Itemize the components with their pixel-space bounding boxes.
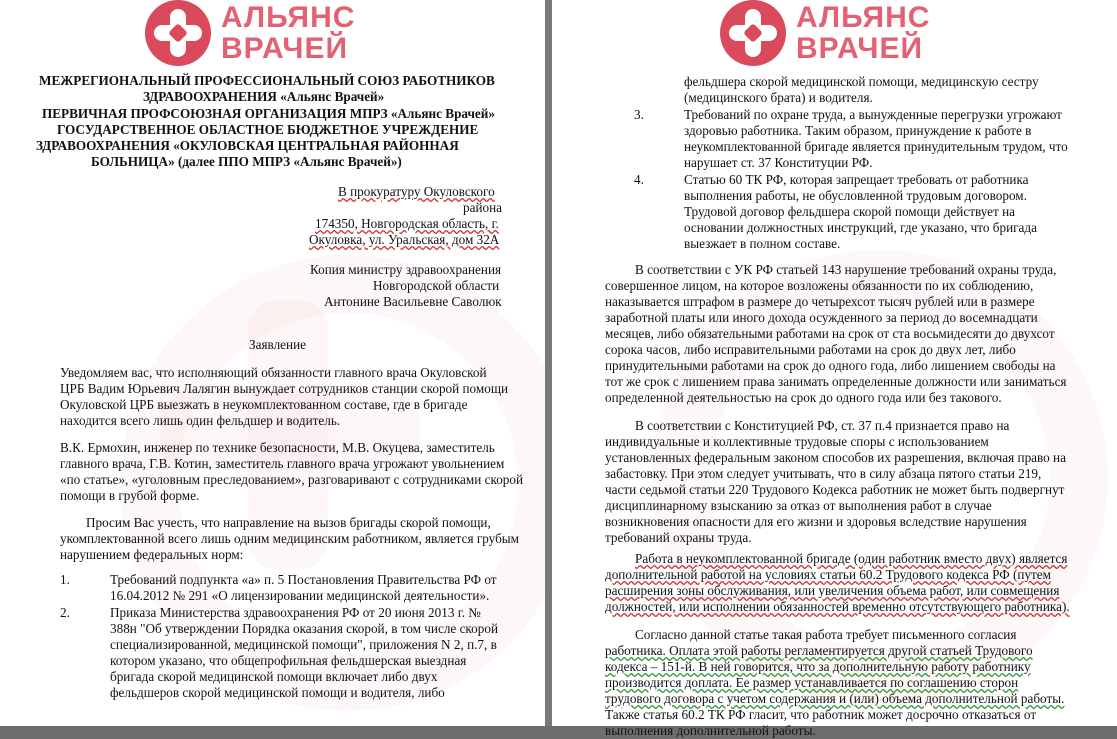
paragraph-line: трудового договора с учетом содержания и (или) объема дополнительной работы. bbox=[605, 691, 1065, 706]
paragraph-line: находится всего лишь один фельдшер и водитель. bbox=[60, 413, 341, 428]
paragraph-line: укомплектованной всего лишь одним медицинским работником, является грубым bbox=[60, 531, 519, 546]
copy-line: Антонине Васильевне Саволюк bbox=[324, 294, 502, 309]
paragraph-line: дисциплинарному взысканию за отказ от выполнения работ в случае bbox=[605, 498, 992, 513]
list-item-line: неукомплектованной бригаде является принудительным трудом, что bbox=[684, 139, 1068, 154]
document-title: Заявление bbox=[249, 337, 306, 352]
list-item-line: здоровью работника. Таким образом, принуждение к работе в bbox=[684, 123, 1032, 138]
paragraph-line: В соответствии с Конституцией РФ, ст. 37 п.4 признается право на bbox=[635, 418, 1010, 433]
list-item-line: Приказа Министерства здравоохранения РФ от 20 июня 2013 г. № bbox=[110, 605, 481, 620]
paragraph-line: Также статья 60.2 ТК РФ гласит, что работник может досрочно отказаться от bbox=[605, 707, 1037, 722]
paragraph-line: Работа в неукомплектованной бригаде (один работник вместо двух) является bbox=[635, 551, 1068, 566]
list-item-line: 388н "Об утверждении Порядка оказания скорой, в том числе скорой bbox=[110, 621, 499, 636]
header-line: МЕЖРЕГИОНАЛЬНЫЙ ПРОФЕССИОНАЛЬНЫЙ СОЮЗ РАБОТНИКОВ bbox=[39, 73, 495, 88]
header-line: ЗДРАВООХРАНЕНИЯ «ОКУЛОВСКАЯ ЦЕНТРАЛЬНАЯ РАЙОННАЯ bbox=[36, 138, 459, 153]
addressee-line: В прокуратуру Окуловского bbox=[338, 184, 495, 199]
paragraph-line: наказывается штрафом в размере до четырехсот тысяч рублей или в размере bbox=[605, 294, 1035, 309]
header-line: БОЛЬНИЦА» (далее ППО МПРЗ «Альянс Врачей») bbox=[91, 154, 402, 169]
paragraph-line: Согласно данной статье такая работа требует письменного согласия bbox=[635, 627, 1017, 642]
copy-line: Копия министру здравоохранения bbox=[310, 262, 502, 277]
list-item-line: Требований подпункта «а» п. 5 Постановления Правительства РФ от bbox=[110, 572, 497, 587]
paragraph-line: части седьмой статьи 220 Трудового Кодекса работник не может быть подвергнут bbox=[605, 482, 1065, 497]
paragraph-line: Окуловской ЦРБ выезжать в неукомплектованном составе, где в бригаде bbox=[60, 397, 468, 412]
list-item-line: выезжает в полном составе. bbox=[684, 236, 841, 251]
paragraph-line: определенной деятельностью на срок до одного года или без такового. bbox=[605, 390, 1002, 405]
list-item-line: Трудовой договор фельдшера скорой помощи действует на bbox=[684, 204, 1016, 219]
paragraph-line: требований охраны труда. bbox=[605, 530, 752, 545]
paragraph-line: принудительными работами на срок до одного года, либо лишением свободы на bbox=[605, 358, 1056, 373]
list-item-line: Статью 60 ТК РФ, которая запрещает требовать от работника bbox=[684, 172, 1029, 187]
paragraph-line: производится доплата. Ее размер устанавливается по соглашению сторон bbox=[605, 675, 1019, 690]
list-item-line: нарушает ст. 37 Конституции РФ. bbox=[684, 155, 873, 170]
header-line: ПЕРВИЧНАЯ ПРОФСОЮЗНАЯ ОРГАНИЗАЦИЯ МПРЗ «Альянс Врачей» bbox=[42, 106, 495, 121]
paragraph-line: выполнения дополнительной работы. bbox=[605, 723, 816, 738]
paragraph-line: В соответствии с УК РФ статьей 143 нарушение требований охраны труда, bbox=[635, 262, 1057, 277]
list-number: 2. bbox=[60, 605, 70, 620]
paragraph-line: нарушением федеральных норм: bbox=[60, 547, 244, 562]
list-item-line: выполнения работы, не обусловленной трудовым договором. bbox=[684, 188, 1027, 203]
addressee-line: района bbox=[463, 200, 503, 215]
list-item-line: фельдшера скорой медицинской помощи, медицинскую сестру bbox=[684, 74, 1039, 89]
paragraph-line: месяцев, либо обязательными работами на срок от ста восьмидесяти до двухсот bbox=[605, 326, 1055, 341]
list-item-line: 16.04.2012 № 291 «О лицензировании медицинской деятельности». bbox=[110, 588, 490, 603]
copy-line: Новгородской области bbox=[373, 278, 500, 293]
addressee-line: 174350, Новгородская область, г. bbox=[315, 216, 499, 231]
cross-hands-icon bbox=[145, 0, 211, 66]
paragraph-line: тот же срок с лишением права занимать определенные должности или заниматься bbox=[605, 374, 1067, 389]
document-page-left bbox=[0, 0, 545, 726]
paragraph-line: совершенное лицом, на которое возложены обязанности по их соблюдению, bbox=[605, 278, 1034, 293]
page-divider bbox=[545, 0, 552, 726]
list-number: 4. bbox=[634, 172, 644, 187]
header-line: ЗДРАВООХРАНЕНИЯ «Альянс Врачей» bbox=[143, 89, 385, 104]
list-number: 3. bbox=[634, 107, 644, 122]
cross-hands-icon bbox=[720, 0, 786, 66]
list-item-line: специализированной, медицинской помощи", приложения N 2, п.7, в bbox=[110, 637, 497, 652]
paragraph-line: В.К. Ермохин, инженер по технике безопасности, М.В. Окуцева, заместитель bbox=[60, 440, 495, 455]
list-item-line: котором указано, что общепрофильная фельдшерская выездная bbox=[110, 653, 467, 668]
list-item-line: основании должностных инструкций, где указано, что бригада bbox=[684, 220, 1037, 235]
paragraph-line: Уведомляем вас, что исполняющий обязанности главного врача Окуловской bbox=[60, 365, 487, 380]
paragraph-line: возникновения опасности для его жизни и здоровья вследствие нарушения bbox=[605, 514, 1027, 529]
logo-text: АЛЬЯНС ВРАЧЕЙ bbox=[796, 1, 931, 65]
paragraph-line: забастовку. При этом следует учитывать, что в силу абзаца пятого статьи 219, bbox=[605, 466, 1042, 481]
paragraph-line: кодекса – 151-й. В ней говорится, что за дополнительную работу работнику bbox=[605, 659, 1031, 674]
paragraph-line: расширения зоны обслуживания, или увеличения объема работ, или совмещения bbox=[605, 583, 1060, 598]
paragraph-line: индивидуальные и коллективные трудовые споры с использованием bbox=[605, 434, 989, 449]
paragraph-line: должностей, или исполнении обязанностей временно отсутствующего работника). bbox=[605, 599, 1070, 614]
list-number: 1. bbox=[60, 572, 70, 587]
paragraph-line: Просим Вас учесть, что направление на вызов бригады скорой помощи, bbox=[86, 515, 491, 530]
list-item-line: (медицинского брата) и водителя. bbox=[684, 90, 873, 105]
paragraph-line: помощи в грубой форме. bbox=[60, 488, 200, 503]
logo-text: АЛЬЯНС ВРАЧЕЙ bbox=[221, 1, 356, 65]
header-line: ГОСУДАРСТВЕННОЕ ОБЛАСТНОЕ БЮДЖЕТНОЕ УЧРЕЖДЕНИЕ bbox=[57, 122, 479, 137]
list-item-line: фельдшеров скорой медицинской помощи и водителя, либо bbox=[110, 685, 445, 700]
document-page-right bbox=[552, 0, 1117, 738]
list-item-line: бригада скорой медицинской помощи включает либо двух bbox=[110, 669, 438, 684]
paragraph-line: главного врача, Г.В. Котин, заместитель главного врача угрожают увольнением bbox=[60, 456, 505, 471]
paragraph-line: работника. Оплата этой работы регламентируется другой статьей Трудового bbox=[605, 643, 1033, 658]
paragraph-line: ЦРБ Вадим Юрьевич Лалягин вынуждает сотрудников станции скорой помощи bbox=[60, 381, 509, 396]
paragraph-line: установленных федеральным законом способов их разрешения, включая право на bbox=[605, 450, 1066, 465]
list-item-line: Требований по охране труда, а вынужденные перегрузки угрожают bbox=[684, 107, 1062, 122]
paragraph-line: «по статье», «уголовным преследованием», разговаривают с сотрудниками скорой bbox=[60, 472, 524, 487]
paragraph-line: дополнительной работой на условиях статьи 60.2 Трудового кодекса РФ (путем bbox=[605, 567, 1051, 582]
addressee-line: Окуловка, ул. Уральская, дом 32А bbox=[309, 232, 500, 247]
paragraph-line: сорока часов, либо исправительными работами на срок до двух лет, либо bbox=[605, 342, 1016, 357]
paragraph-line: заработной платы или иного дохода осужденного за период до восемнадцати bbox=[605, 310, 1038, 325]
